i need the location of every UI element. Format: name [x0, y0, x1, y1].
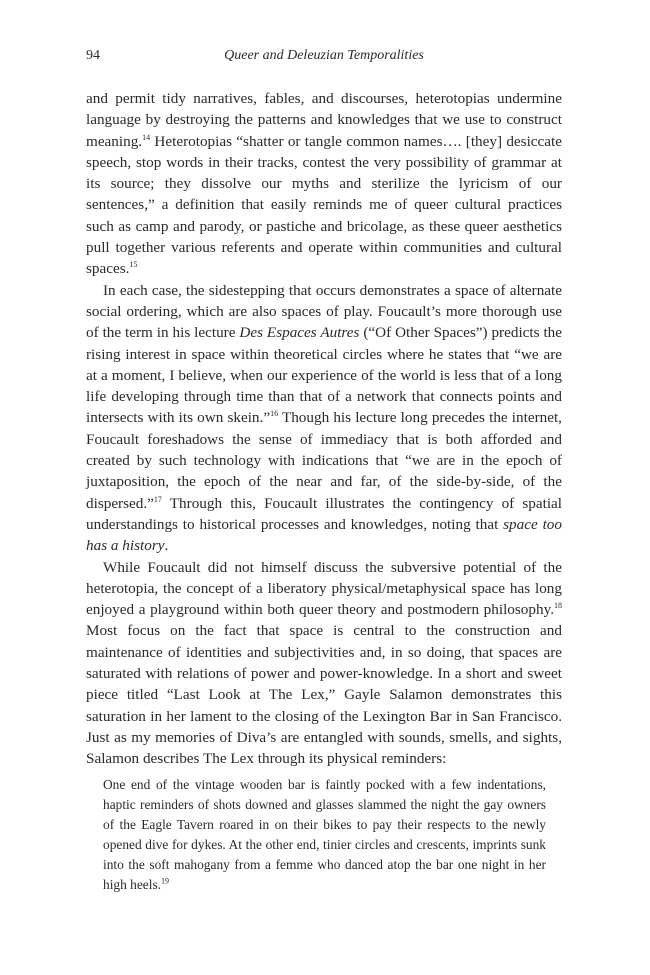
- block-quote-text: [103, 775, 546, 895]
- footnote-marker: 15: [129, 260, 138, 270]
- text-run: Though his lecture long precedes the internet, Foucault foreshadows the sense of immediacy that is both afforded and created by such technology with indications that “we are in the epoch of juxtaposition, the epoch of the near and far, of the side-by-side, of the dispersed.”: [86, 409, 562, 512]
- text-run: Through this, Foucault illustrates the contingency of spatial understandings to historical processes and knowledges, noting that: [86, 494, 562, 533]
- footnote-marker: 17: [153, 494, 162, 504]
- text-run: Most focus on the fact that space is central to the construction and maintenance of identities and subjectivities and, in so doing, that spaces are saturated with relations of power and power-knowledge. In a short and sweet piece titled “Last Look at The Lex,” Gayle Salamon demonstrates this saturation in her lament to the closing of the Lexington Bar in San Francisco. Just as my memories of Diva’s are entangled with sounds, smells, and sights, Salamon describes The Lex through its physical reminders:: [86, 622, 562, 768]
- running-title: Queer and Deleuzian Temporalities: [224, 48, 424, 63]
- page-number: 94: [86, 48, 100, 63]
- page-header: [86, 45, 562, 67]
- text-run: (“Of Other Spaces”) predicts the rising interest in space within theoretical circles where he states that “we are at a moment, I believe, when our experience of the world is less that of a long life developing through time than that of a network that connects points and intersects with its own skein.”: [86, 324, 563, 427]
- italic-text: space too has a history: [86, 515, 562, 555]
- footnote-marker: 14: [142, 132, 151, 142]
- block-quote: [103, 775, 546, 895]
- footnote-marker: 18: [554, 601, 562, 611]
- paragraph: [86, 557, 562, 770]
- italic-text: Des Espaces Autres: [239, 324, 360, 342]
- text-run: One end of the vintage wooden bar is faintly pocked with a few indentations, haptic reminders of shots downed and glasses slammed the night the gay owners of the Eagle Tavern roared in on their bikes to pay their respects to the newly opened dive for dykes. At the other end, tinier circles and crescents, imprints sunk into the soft mahogany from a femme who danced atop the bar one night in her high heels.: [103, 777, 546, 892]
- text-run: While Foucault did not himself discuss the subversive potential of the heterotopia, the concept of a liberatory physical/metaphysical space has long enjoyed a playground within both queer theory and postmodern philosophy.: [86, 558, 562, 619]
- text-run: Heterotopias “shatter or tangle common names…. [they] desiccate speech, stop words in their tracks, contest the very possibility of grammar at its source; they dissolve our myths and sterilize the lyricism of our sentences,” a definition that easily reminds me of queer cultural practices such as camp and parody, or pastiche and bricolage, as these queer aesthetics pull together various referents and operate within communities and cultural spaces.: [86, 132, 562, 278]
- footnote-marker: 16: [270, 409, 279, 419]
- body-text: [86, 88, 562, 770]
- text-run: .: [164, 537, 169, 555]
- footnote-marker: 19: [161, 876, 170, 886]
- text-run: In each case, the sidestepping that occurs demonstrates a space of alternate social ordering, which are also spaces of play. Foucault’s more thorough use of the term in his lecture: [86, 281, 562, 342]
- text-run: and permit tidy narratives, fables, and discourses, heterotopias undermine language by destroying the patterns and knowledges that we use to construct meaning.: [86, 90, 562, 150]
- paragraph: [86, 280, 562, 557]
- paragraph: [86, 88, 562, 280]
